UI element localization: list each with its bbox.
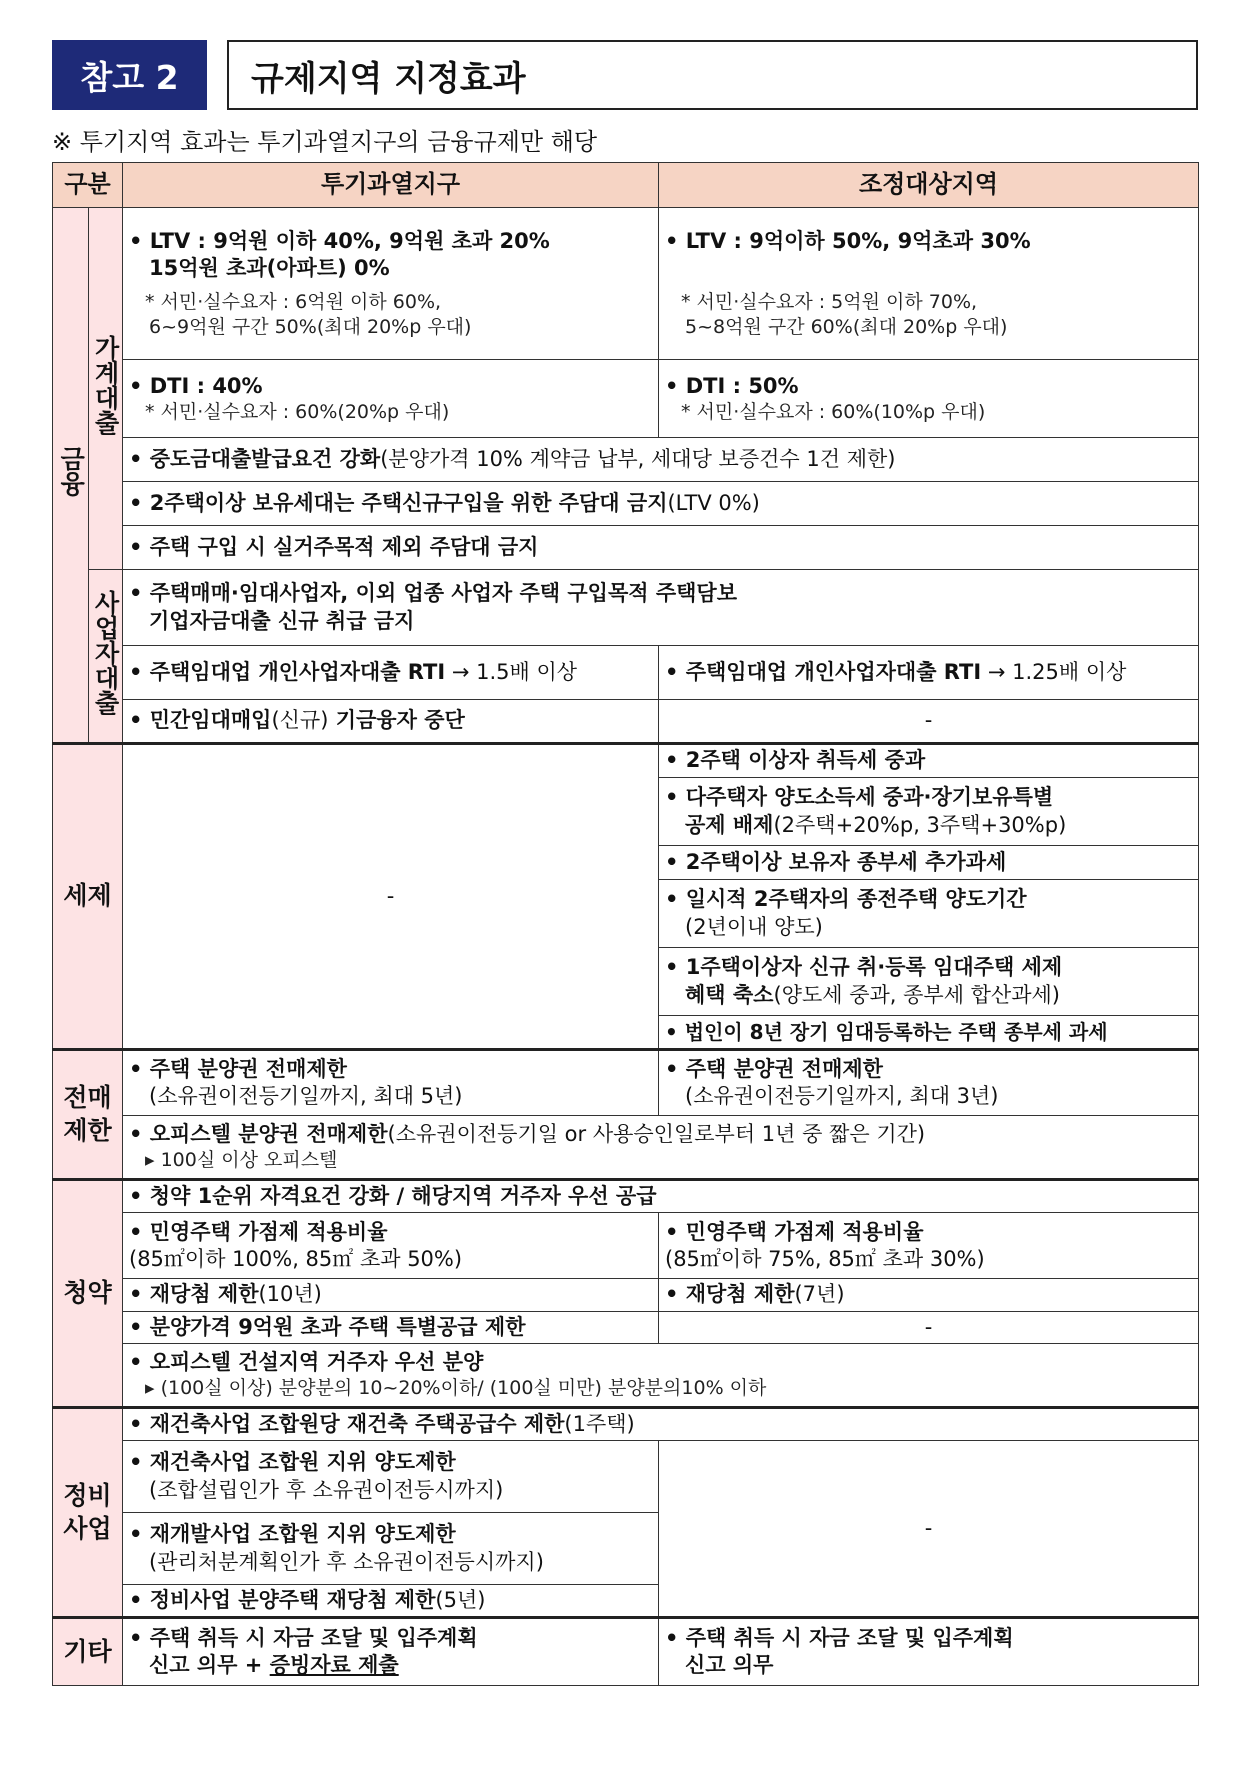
redevelopment2-line2: (조합설립인가 후 소유권이전등시까지) (149, 1477, 504, 1502)
rti-a-bold: • 주택임대업 개인사업자대출 RTI (129, 659, 446, 684)
tax2-detail: (2주택+20%p, 3주택+30%p) (773, 812, 1067, 837)
dti-b-sub: * 서민·실수요자 : 60%(10%p 우대) (681, 400, 986, 423)
ltv-a-line2: 15억원 초과(아파트) 0% (149, 255, 390, 280)
other-b-line1: • 주택 취득 시 자금 조달 및 입주계획 (665, 1626, 1014, 1651)
cell-private-rental-b: - (659, 700, 1199, 744)
table-header-row (53, 163, 1199, 208)
private-rental-detail: (신규) (271, 708, 329, 733)
two-homes-bold: • 2주택이상 보유세대는 주택신규구입을 위한 주담대 금지 (129, 490, 668, 515)
cell-tax4 (659, 880, 1199, 948)
redevelopment4-bold: • 정비사업 분양주택 재당첨 제한 (129, 1588, 436, 1613)
reference-badge: 참고 2 (52, 40, 207, 110)
cell-dti-b (659, 360, 1199, 438)
regulation-table (52, 162, 1199, 1686)
tax4-line2: (2년이내 양도) (685, 914, 823, 939)
subscription3-b-bold: • 재당첨 제한 (665, 1282, 795, 1307)
table-row (53, 1279, 1199, 1311)
table-row (53, 570, 1199, 646)
table-row (53, 1441, 1199, 1513)
cell-subscription2-a (123, 1213, 659, 1279)
header-overheated-district: 투기과열지구 (123, 163, 659, 208)
table-row (53, 646, 1199, 700)
cell-residence: • 주택 구입 시 실거주목적 제외 주담대 금지 (123, 526, 1199, 570)
other-a-line2: 신고 의무 + (149, 1653, 270, 1678)
cell-subscription4-a: • 분양가격 9억원 초과 주택 특별공급 제한 (123, 1311, 659, 1343)
ltv-b-sub1: * 서민·실수요자 : 5억원 이하 70%, (681, 290, 978, 313)
rti-b-detail: → 1.25배 이상 (981, 659, 1127, 684)
category-other: 기타 (53, 1618, 123, 1686)
cell-redevelopment-b: - (659, 1441, 1199, 1618)
redevelopment2-line1: • 재건축사업 조합원 지위 양도제한 (129, 1450, 456, 1475)
page-header (52, 40, 1198, 110)
table-row (53, 1213, 1199, 1279)
cell-midpayment (123, 438, 1199, 482)
table-row (53, 438, 1199, 482)
redevelopment4-detail: (5년) (435, 1588, 486, 1613)
table-row (53, 1180, 1199, 1213)
cell-tax5 (659, 948, 1199, 1016)
redevelopment1-bold: • 재건축사업 조합원당 재건축 주택공급수 제한 (129, 1411, 565, 1436)
subcategory-household-loan: 가계대출 (89, 208, 123, 570)
subscription3-a-bold: • 재당첨 제한 (129, 1282, 259, 1307)
ltv-a-line1: • LTV : 9억원 이하 40%, 9억원 초과 20% (129, 228, 550, 253)
officetel-sub: ▸ 100실 이상 오피스텔 (145, 1149, 338, 1172)
rti-a-detail: → 1.5배 이상 (445, 659, 578, 684)
dti-a-sub: * 서민·실수요자 : 60%(20%p 우대) (145, 400, 450, 423)
private-rental-bold2: 기금융자 중단 (328, 708, 465, 733)
category-resale: 전매제한 (53, 1050, 123, 1180)
cell-dti-a (123, 360, 659, 438)
table-row (53, 360, 1199, 438)
cell-rti-b (659, 646, 1199, 700)
cell-two-homes (123, 482, 1199, 526)
midpayment-detail: (분양가격 10% 계약금 납부, 세대당 보증건수 1건 제한) (380, 446, 896, 471)
resale-b-line2: (소유권이전등기일까지, 최대 3년) (685, 1084, 999, 1108)
tax4-line1: • 일시적 2주택자의 종전주택 양도기간 (665, 887, 1027, 912)
cell-rti-a (123, 646, 659, 700)
table-row (53, 1407, 1199, 1440)
subscription3-a-detail: (10년) (258, 1282, 322, 1307)
table-row (53, 1116, 1199, 1180)
officetel-detail: (소유권이전등기일 or 사용승인일로부터 1년 중 짧은 기간) (387, 1122, 926, 1146)
cell-subscription2-b (659, 1213, 1199, 1279)
resale-a-line2: (소유권이전등기일까지, 최대 5년) (149, 1084, 463, 1108)
subscription3-b-detail: (7년) (794, 1282, 845, 1307)
subscription5-line1: • 오피스텔 건설지역 거주자 우선 분양 (129, 1349, 484, 1374)
cell-redevelopment3 (123, 1513, 659, 1585)
redevelopment1-detail: (1주택) (564, 1411, 635, 1436)
cell-resale-a (123, 1050, 659, 1116)
category-tax: 세제 (53, 744, 123, 1050)
cell-other-b (659, 1618, 1199, 1686)
midpayment-bold: • 중도금대출발급요건 강화 (129, 446, 381, 471)
subscription2-b-line2: (85㎡이하 75%, 85㎡ 초과 30%) (665, 1246, 985, 1271)
page-title: 규제지역 지정효과 (227, 40, 1198, 110)
cell-subscription3-b (659, 1279, 1199, 1311)
cell-tax1: • 2주택 이상자 취득세 중과 (659, 744, 1199, 778)
table-row (53, 744, 1199, 778)
dti-a: • DTI : 40% (129, 373, 263, 398)
table-row (53, 1050, 1199, 1116)
cell-business-loan (123, 570, 1199, 646)
cell-subscription5 (123, 1343, 1199, 1407)
cell-redevelopment2 (123, 1441, 659, 1513)
ltv-b-line1: • LTV : 9억이하 50%, 9억초과 30% (665, 228, 1031, 253)
category-redevelopment: 정비사업 (53, 1407, 123, 1618)
cell-subscription4-b: - (659, 1311, 1199, 1343)
table-row (53, 526, 1199, 570)
cell-tax-a: - (123, 744, 659, 1050)
header-adjustment-area: 조정대상지역 (659, 163, 1199, 208)
cell-tax6: • 법인이 8년 장기 임대등록하는 주택 종부세 과세 (659, 1016, 1199, 1050)
subscription2-a-line2: (85㎡이하 100%, 85㎡ 초과 50%) (129, 1246, 463, 1271)
cell-resale-b (659, 1050, 1199, 1116)
business-loan-line2: 기업자금대출 신규 취급 금지 (149, 608, 415, 633)
table-row (53, 1618, 1199, 1686)
redevelopment3-line2: (관리처분계획인가 후 소유권이전등시까지) (149, 1549, 544, 1574)
tax2-line1: • 다주택자 양도소득세 중과·장기보유특별 (665, 785, 1054, 810)
table-row (53, 208, 1199, 360)
cell-ltv-b (659, 208, 1199, 360)
redevelopment3-line1: • 재개발사업 조합원 지위 양도제한 (129, 1522, 456, 1547)
subcategory-business-loan: 사업자대출 (89, 570, 123, 744)
other-b-line2: 신고 의무 (685, 1653, 774, 1678)
cell-tax2 (659, 778, 1199, 846)
other-a-underlined: 증빙자료 제출 (269, 1653, 399, 1678)
resale-b-line1: • 주택 분양권 전매제한 (665, 1056, 883, 1081)
two-homes-detail: (LTV 0%) (667, 490, 760, 515)
subscription2-b-line1: • 민영주택 가점제 적용비율 (665, 1219, 924, 1244)
private-rental-bold: • 민간임대매입 (129, 708, 272, 733)
header-category: 구분 (53, 163, 123, 208)
cell-private-rental (123, 700, 659, 744)
other-a-line1: • 주택 취득 시 자금 조달 및 입주계획 (129, 1626, 478, 1651)
cell-subscription1: • 청약 1순위 자격요건 강화 / 해당지역 거주자 우선 공급 (123, 1180, 1199, 1213)
ltv-a-sub1: * 서민·실수요자 : 6억원 이하 60%, (145, 291, 442, 314)
cell-other-a (123, 1618, 659, 1686)
business-loan-line1: • 주택매매·임대사업자, 이외 업종 사업자 주택 구입목적 주택담보 (129, 581, 737, 606)
cell-officetel-resale (123, 1116, 1199, 1180)
table-row (53, 1311, 1199, 1343)
tax2-bold: 공제 배제 (685, 812, 774, 837)
table-row (53, 482, 1199, 526)
cell-tax3: • 2주택이상 보유자 종부세 추가과세 (659, 846, 1199, 880)
table-row (53, 1343, 1199, 1407)
tax5-line1: • 1주택이상자 신규 취·등록 임대주택 세제 (665, 955, 1063, 980)
category-finance: 금융 (53, 208, 89, 744)
cell-redevelopment1 (123, 1407, 1199, 1440)
subscription5-sub: ▸ (100실 이상) 분양분의 10~20%이하/ (100실 미만) 분양분의10% 이하 (145, 1377, 767, 1400)
tax5-detail: (양도세 중과, 종부세 합산과세) (773, 982, 1060, 1007)
ltv-b-sub2: 5~8억원 구간 60%(최대 20%p 우대) (685, 315, 1008, 338)
ltv-a-sub2: 6~9억원 구간 50%(최대 20%p 우대) (149, 315, 472, 338)
dti-b: • DTI : 50% (665, 373, 799, 398)
resale-a-line1: • 주택 분양권 전매제한 (129, 1056, 347, 1081)
officetel-bold: • 오피스텔 분양권 전매제한 (129, 1122, 388, 1146)
category-subscription: 청약 (53, 1180, 123, 1408)
note-text: ※ 투기지역 효과는 투기과열지구의 금융규제만 해당 (52, 128, 598, 156)
cell-redevelopment4 (123, 1585, 659, 1618)
cell-ltv-a (123, 208, 659, 360)
tax5-bold: 혜택 축소 (685, 982, 774, 1007)
cell-subscription3-a (123, 1279, 659, 1311)
subscription2-a-line1: • 민영주택 가점제 적용비율 (129, 1219, 388, 1244)
rti-b-bold: • 주택임대업 개인사업자대출 RTI (665, 659, 982, 684)
table-row (53, 700, 1199, 744)
